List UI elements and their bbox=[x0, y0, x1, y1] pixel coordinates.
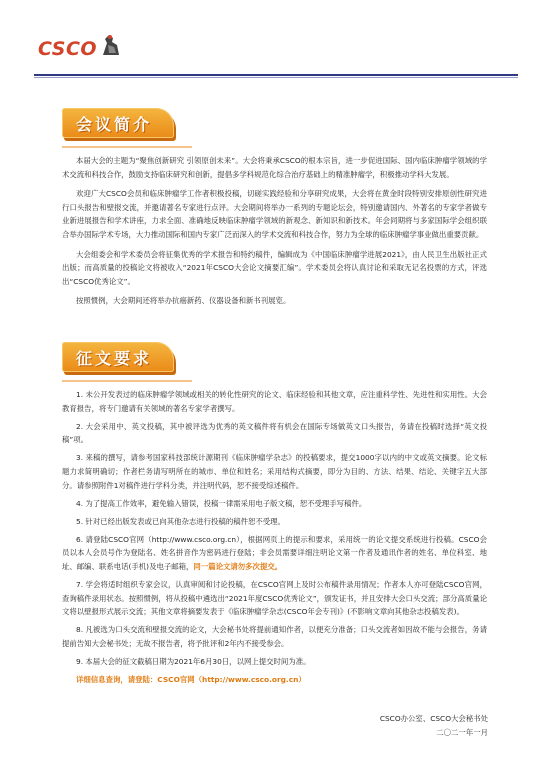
requirement-item: 2. 大会采用中、英文投稿，其中被评选为优秀的英文稿件将有机会在国际专场做英文口头报告，务请在投稿时选择“英文投稿”项。 bbox=[62, 421, 487, 445]
requirement-highlight: 同一篇论文请勿多次提交。 bbox=[193, 562, 283, 572]
signature-org: CSCO办公室、CSCO大会秘书处 bbox=[379, 714, 488, 723]
requirement-item: 3. 来稿的撰写，请参考国家科技部统计源期刊《临床肿瘤学杂志》的投稿要求，提交1000字以内的中文或英文摘要。论文标题力求简明确切；作者栏务请写明所在的城市、单位和姓名；采用结构式摘要，即分为目的、方法、结果、结论、关键字五大部分。请参照附件1对稿件进行学科分类，并注明代码，恕不接受综述稿件。 bbox=[62, 453, 487, 490]
requirement-item: 4. 为了提高工作效率，避免输入错误，投稿一律需采用电子版文稿，恕不受理手写稿件。 bbox=[76, 498, 367, 508]
section-title: 会议简介 bbox=[76, 114, 153, 134]
page-header bbox=[0, 0, 550, 78]
contact-link[interactable]: 详细信息查询，请登陆：CSCO官网（http://www.csco.org.cn） bbox=[76, 675, 306, 685]
signature-block bbox=[380, 712, 488, 740]
requirement-item: 7. 学会将适时组织专家会议，认真审阅和讨论投稿，在CSCO官网上及时公布稿件录用情况；作者本人亦可登陆CSCO官网，查询稿件录用状态。按照惯例，将从投稿中遴选出“2021年度CSCO优秀论文”，颁发证书，并且安排大会口头交流；部分高质量论文将以壁报形式展示交流；其他文章将摘要发表于《临床肿瘤学杂志(CSCO年会专刊)》(不影响文章向其他杂志投稿发表)。 bbox=[62, 580, 487, 617]
requirement-item: 8. 凡被选为口头交流和壁报交流的论文，大会秘书处将提前通知作者，以便充分准备；口头交流者如因故不能与会报告，务请提前告知大会秘书处；无故不报告者，将予批评和2年内不接受参会。 bbox=[62, 625, 487, 648]
section-requirements-heading bbox=[62, 342, 174, 372]
header-divider bbox=[34, 74, 518, 76]
requirements-text bbox=[62, 388, 487, 691]
section-underline bbox=[62, 146, 192, 148]
requirement-text: 6. 请登陆CSCO官网（http://www.csco.org.cn），根据网页上的提示和要求，采用统一的论文提交系统进行投稿。CSCO会员以本人会员号作为登陆名、姓名拼音作为密码进行登陆；非会员需要详细注明论文第一作者及通讯作者的姓名、单位科室、地址、邮编、联系电话(手机)及电子邮箱， bbox=[62, 534, 487, 572]
requirement-item: 1. 未公开发表过的临床肿瘤学领域或相关的转化性研究的论文、临床经验和其他文章，应注重科学性、先进性和实用性。大会教育报告，将专门邀请有关领域的著名专家学者撰写。 bbox=[62, 390, 487, 413]
section-underline bbox=[62, 380, 192, 382]
intro-text bbox=[62, 154, 487, 314]
section-intro-heading bbox=[62, 108, 174, 138]
section-badge bbox=[62, 342, 174, 372]
requirement-item bbox=[62, 533, 487, 574]
intro-paragraph: 本届大会的主题为“聚焦创新研究 引领原创未来”。大会将秉承CSCO的根本宗旨，进一步促进国际、国内临床肿瘤学领域的学术交流和科技合作，鼓励支持临床研究和创新，提倡多学科规范化综合治疗基础上的精准肿瘤学，积极推动学科大发展。 bbox=[62, 156, 487, 179]
intro-paragraph: 欢迎广大CSCO会员和临床肿瘤学工作者积极投稿，切磋实践经验和分享研究成果，大会将在黄金时段特别安排原创性研究进行口头报告和壁报交流，并邀请著名专家进行点评。大会期间将举办一系列的专题论坛会，特别邀请国内、外著名的专家学者做专业新进展报告和学术讲座，力求全面、准确地反映临床肿瘤学领域的新观念、新知识和新技术。年会同期将与多家国际学会组织联合举办国际学术专场，大力推动国际和国内专家广泛而深入的学术交流和科技合作，努力为全球的临床肿瘤学事业做出重要贡献。 bbox=[62, 189, 487, 239]
section-badge bbox=[62, 108, 174, 138]
intro-paragraph: 大会组委会和学术委员会将征集优秀的学术报告和特约稿件，编辑成为《中国临床肿瘤学进展2021》，由人民卫生出版社正式出版；而高质量的投稿论文将被收入“2021年CSCO大会论文摘要汇编”。学术委员会将认真讨论和采取无记名投票的方式，评选出“CSCO优秀论文”。 bbox=[62, 249, 487, 286]
logo-figure-icon bbox=[99, 33, 121, 57]
csco-logo bbox=[38, 38, 121, 60]
section-title: 征文要求 bbox=[76, 348, 153, 368]
logo-text: CSCO bbox=[38, 38, 98, 60]
requirement-item: 9. 本届大会的征文截稿日期为2021年6月30日，以网上提交时间为准。 bbox=[76, 657, 311, 667]
header-divider-thin bbox=[34, 77, 518, 78]
intro-paragraph: 按照惯例，大会期间还将举办抗癌新药、仪器设备和新书刊展览。 bbox=[76, 296, 291, 306]
signature-date: 二〇二一年一月 bbox=[436, 728, 488, 737]
requirement-item: 5. 针对已经出版发表或已向其他杂志进行投稿的稿件恕不受理。 bbox=[76, 516, 285, 526]
